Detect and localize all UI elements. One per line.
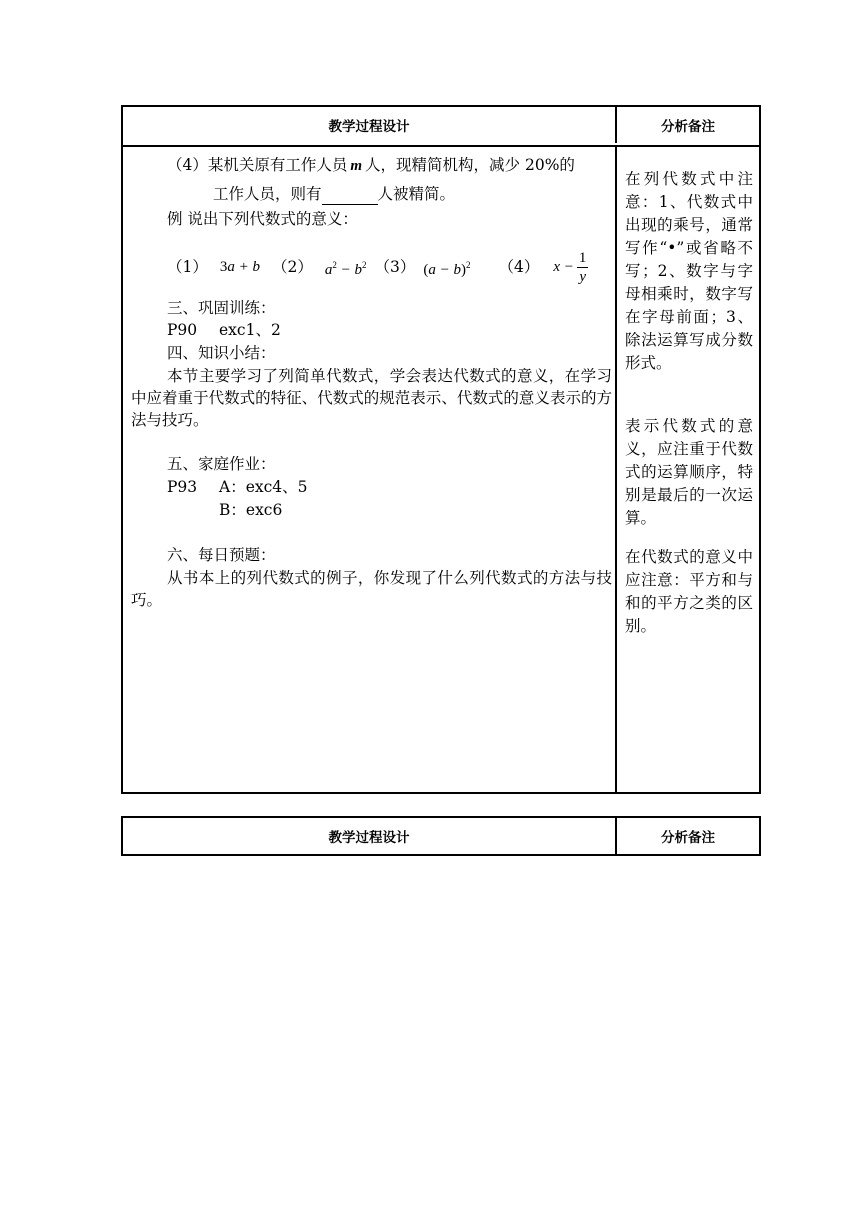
preview-heading: 六、每日预题： xyxy=(167,546,276,564)
example-heading: 例 说出下列代数式的意义： xyxy=(167,210,358,228)
expression-1: 3a + b xyxy=(219,259,260,275)
table-body-row xyxy=(123,145,759,792)
q4-suffix: 人，现精简机构，减少 20%的 xyxy=(365,156,575,174)
q4-variable: m xyxy=(350,158,363,174)
expression-4: x − $\frac{1}{y}$ xyxy=(553,249,587,285)
q4-prefix: （4）某机关原有工作人员 xyxy=(167,156,348,174)
header-analysis-notes: 分析备注 xyxy=(661,119,715,135)
homework-b: B：exc6 xyxy=(219,501,283,519)
expr2-label: （2） xyxy=(272,258,313,276)
homework-heading: 五、家庭作业： xyxy=(167,455,276,473)
expressions-line xyxy=(167,245,588,289)
q4-line2-text: 工作人员，则有 xyxy=(213,185,322,203)
consolidate-page: P90 xyxy=(167,321,198,339)
consolidate-heading: 三、巩固训练： xyxy=(167,299,276,317)
summary-text: 本节主要学习了列简单代数式，学会表达代数式的意义，在学习中应着重于代数式的特征、代数式的规范表示、代数式的意义表示的方法与技巧。 xyxy=(131,367,612,429)
expr3-label: （3） xyxy=(374,258,416,276)
header-analysis-notes: 分析备注 xyxy=(661,830,715,846)
analysis-notes-cell xyxy=(617,147,759,792)
summary-heading: 四、知识小结： xyxy=(167,344,276,362)
lesson-table xyxy=(121,105,761,794)
note-expression-meaning: 表示代数式的意义，应注重于代数式的运算顺序，特别是最后的一次运算。 xyxy=(625,417,753,527)
expression-2: $a^2 - b^2$ xyxy=(324,259,367,278)
teaching-process-cell xyxy=(123,147,617,792)
header-teaching-process: 教学过程设计 xyxy=(123,107,617,143)
expr1-label: （1） xyxy=(167,258,208,276)
note-writing-rules: 在列代数式中注意：1、代数式中出现的乘号，通常写作“•”或省略不写；2、数字与字母相乘时，数字写在字母前面；3、除法运算写成分数形式。 xyxy=(625,170,753,372)
q4-line2-end: 人被精简。 xyxy=(377,185,456,203)
expr4-label: （4） xyxy=(498,258,540,276)
table-header-row xyxy=(123,818,759,854)
header-teaching-process: 教学过程设计 xyxy=(123,818,617,854)
answer-blank xyxy=(322,188,378,205)
question-4-line2 xyxy=(213,183,455,205)
preview-text: 从书本上的列代数式的例子，你发现了什么列代数式的方法与技巧。 xyxy=(131,569,612,609)
expression-3: $(a - b)^2$ xyxy=(423,259,471,278)
note-square-distinction: 在代数式的意义中应注意：平方和与和的平方之类的区别。 xyxy=(625,548,753,635)
lesson-table-continued xyxy=(121,816,761,856)
table-header-row xyxy=(123,107,759,143)
consolidate-exercises: exc1、2 xyxy=(219,321,281,339)
homework-a: A：exc4、5 xyxy=(219,478,308,496)
homework-page: P93 xyxy=(167,478,198,496)
question-4-line1 xyxy=(167,154,575,177)
